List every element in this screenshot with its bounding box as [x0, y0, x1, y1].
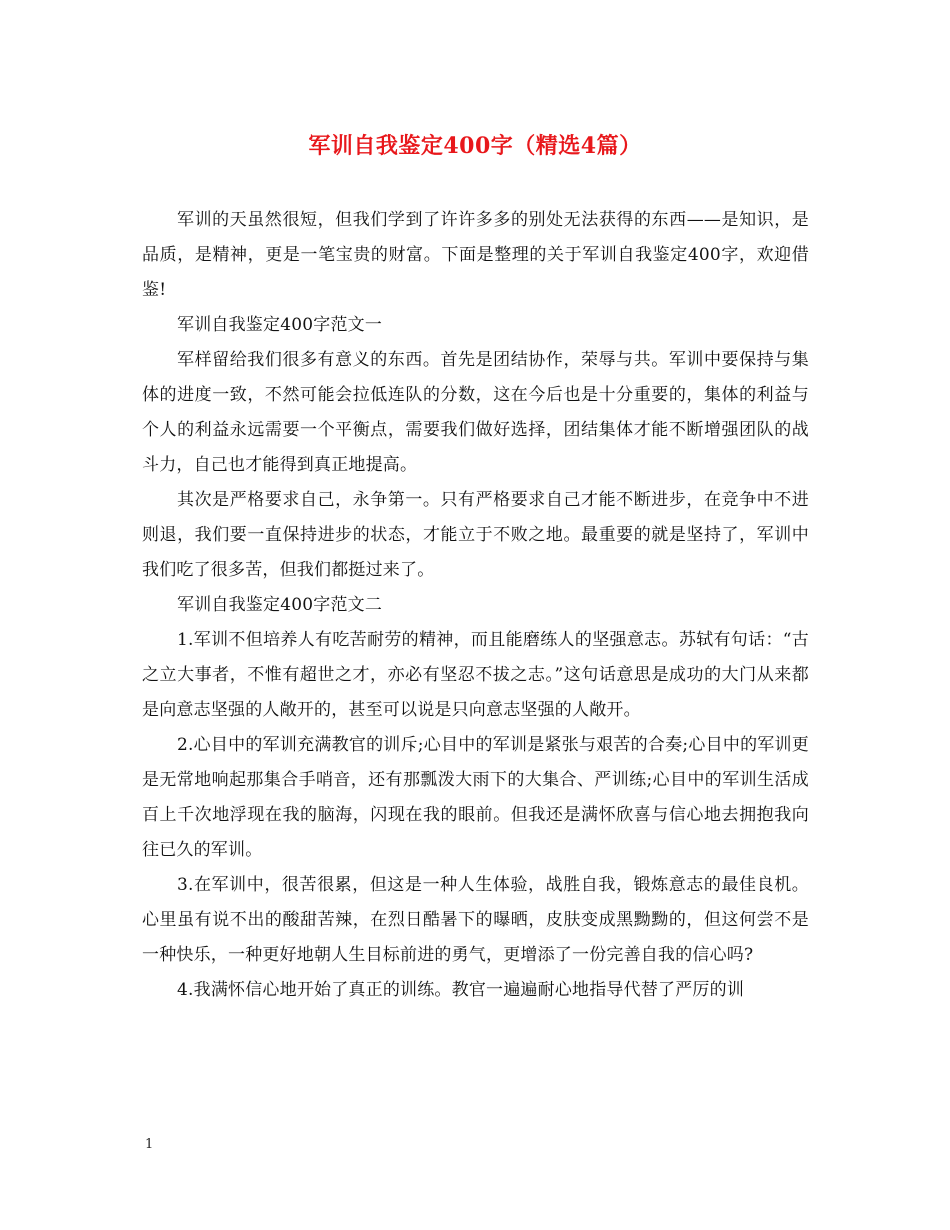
section-heading-sample-one: 军训自我鉴定400字范文一 — [177, 315, 383, 335]
page-number: 1 — [145, 1137, 154, 1152]
intro-paragraph: 军训的天虽然很短，但我们学到了许许多多的别处无法获得的东西——是知识，是品质，是精神，更是一笔宝贵的财富。下面是整理的关于军训自我鉴定400字，欢迎借鉴! — [142, 210, 809, 300]
numbered-paragraph-4: 4.我满怀信心地开始了真正的训练。教官一遍遍耐心地指导代替了严厉的训 — [177, 980, 745, 1000]
numbered-paragraph-1: 1.军训不但培养人有吃苦耐劳的精神，而且能磨练人的坚强意志。苏轼有句话：“古之立大事者，不惟有超世之才，亦必有坚忍不拔之志。”这句话意思是成功的大门从来都是向意志坚强的人敞开的，甚至可以说是只向意志坚强的人敞开。 — [142, 630, 809, 720]
section-heading-sample-two: 军训自我鉴定400字范文二 — [177, 595, 383, 615]
document-body — [142, 203, 809, 1008]
numbered-paragraph-3: 3.在军训中，很苦很累，但这是一种人生体验，战胜自我，锻炼意志的最佳良机。心里虽有说不出的酸甜苦辣，在烈日酷暑下的曝晒，皮肤变成黑黝黝的，但这何尝不是一种快乐，一种更好地朝人生目标前进的勇气，更增添了一份完善自我的信心吗? — [142, 875, 809, 965]
numbered-paragraph-2: 2.心目中的军训充满教官的训斥;心目中的军训是紧张与艰苦的合奏;心目中的军训更是无常地响起那集合手哨音，还有那瓢泼大雨下的大集合、严训练;心目中的军训生活成百上千次地浮现在我的脑海，闪现在我的眼前。但我还是满怀欣喜与信心地去拥抱我向往已久的军训。 — [142, 735, 809, 860]
body-paragraph: 其次是严格要求自己，永争第一。只有严格要求自己才能不断进步，在竞争中不进则退，我们要一直保持进步的状态，才能立于不败之地。最重要的就是坚持了，军训中我们吃了很多苦，但我们都挺过来了。 — [142, 490, 809, 580]
document-title: 军训自我鉴定400字（精选4篇） — [308, 133, 642, 159]
body-paragraph: 军样留给我们很多有意义的东西。首先是团结协作，荣辱与共。军训中要保持与集体的进度一致，不然可能会拉低连队的分数，这在今后也是十分重要的，集体的利益与个人的利益永远需要一个平衡点，需要我们做好选择，团结集体才能不断增强团队的战斗力，自己也才能得到真正地提高。 — [142, 350, 809, 475]
